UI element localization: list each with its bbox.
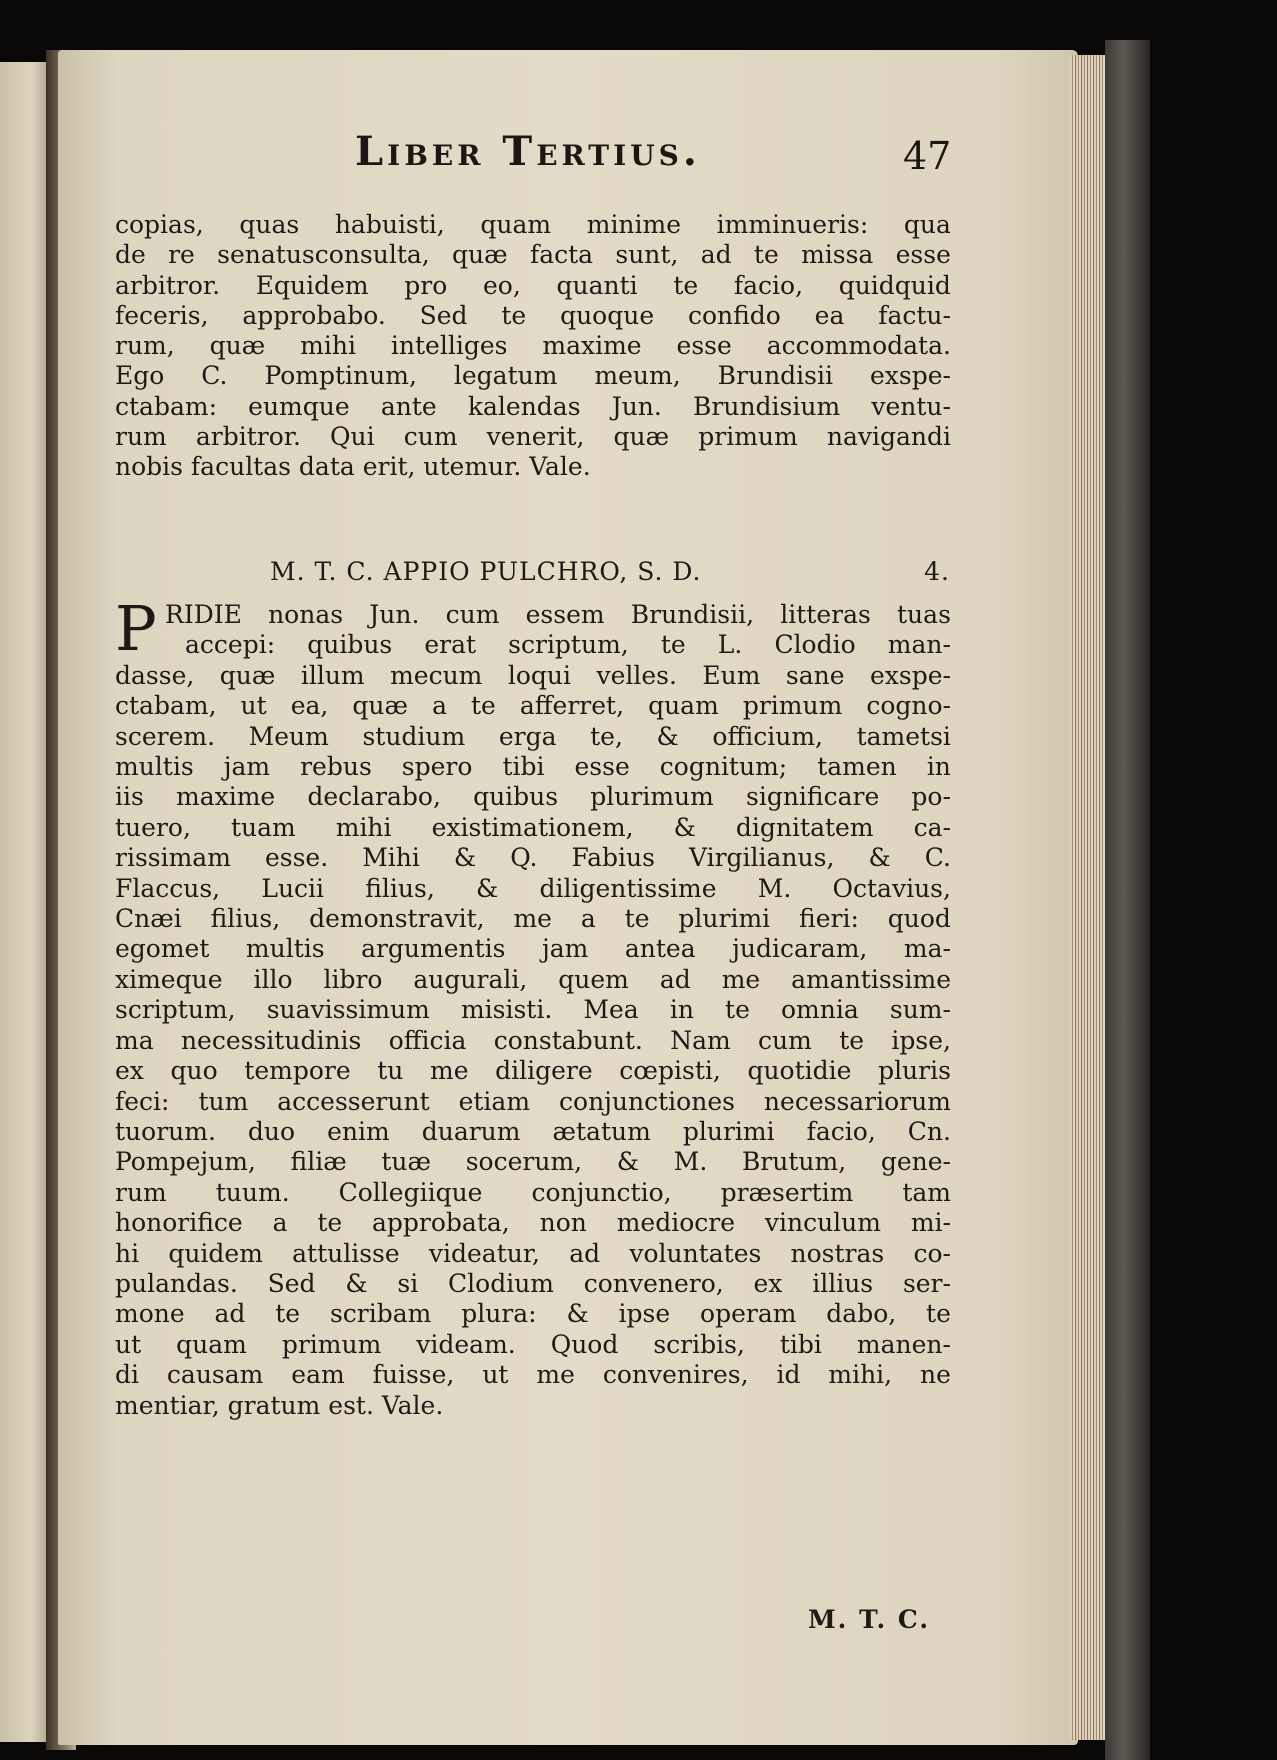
text-line: Pompejum, filiæ tuæ socerum, & M. Brutum, gene- (115, 1147, 951, 1177)
text-line: Flaccus, Lucii filius, & diligentissime M. Octavius, (115, 873, 951, 903)
text-line: accepi: quibus erat scriptum, te L. Clodio man- (185, 630, 951, 660)
letter-number: 4. (924, 557, 950, 586)
drop-cap: P (115, 592, 157, 665)
text-line: rum, quæ mihi intelliges maxime esse accommodata. (115, 331, 951, 361)
text-line: tuero, tuam mihi existimationem, & dignitatem ca- (115, 812, 951, 842)
text-line: ma necessitudinis officia constabunt. Nam cum te ipse, (115, 1025, 951, 1055)
text-line: honorifice a te approbata, non mediocre vinculum mi- (115, 1208, 951, 1238)
text-line: RIDIE nonas Jun. cum essem Brundisii, litteras tuas (165, 600, 951, 629)
letter-address: M. T. C. APPIO PULCHRO, S. D. (270, 557, 702, 586)
text-line: rum arbitror. Qui cum venerit, quæ primum navigandi (115, 422, 951, 452)
text-line: tuorum. duo enim duarum ætatum plurimi facio, Cn. (115, 1116, 951, 1146)
letter-heading (270, 557, 950, 586)
text-line: rum tuum. Collegiique conjunctio, præsertim tam (115, 1177, 951, 1207)
text-line: multis jam rebus spero tibi esse cognitum; tamen in (115, 752, 951, 782)
text-line: de re senatusconsulta, quæ facta sunt, ad te missa esse (115, 240, 951, 270)
text-line: Ego C. Pomptinum, legatum meum, Brundisii exspe- (115, 361, 951, 391)
letter-2-text (115, 592, 951, 1421)
text-line: rissimam esse. Mihi & Q. Fabius Virgilianus, & C. (115, 843, 951, 873)
text-line: mone ad te scribam plura: & ipse operam dabo, te (115, 1299, 951, 1329)
facing-page-edge (0, 62, 52, 1742)
catchword: M. T. C. (808, 1605, 931, 1634)
running-title: Liber Tertius. (355, 128, 701, 175)
text-line: scriptum, suavissimum misisti. Mea in te omnia sum- (115, 995, 951, 1025)
text-line: feceris, approbabo. Sed te quoque confido ea factu- (115, 300, 951, 330)
text-line: ctabam: eumque ante kalendas Jun. Brundisium ventu- (115, 391, 951, 421)
text-line: feci: tum accesserunt etiam conjunctiones necessariorum (115, 1086, 951, 1116)
text-line: scerem. Meum studium erga te, & officium, tametsi (115, 721, 951, 751)
text-line: ctabam, ut ea, quæ a te afferret, quam primum cogno- (115, 691, 951, 721)
text-line: di causam eam fuisse, ut me convenires, id mihi, ne (115, 1360, 951, 1390)
text-line: mentiar, gratum est. Vale. (115, 1390, 444, 1420)
text-line: ex quo tempore tu me diligere cœpisti, quotidie pluris (115, 1056, 951, 1086)
text-line: Cnæi filius, demonstravit, me a te plurimi fieri: quod (115, 904, 951, 934)
page-header (355, 128, 955, 188)
text-line: hi quidem attulisse videatur, ad voluntates nostras co- (115, 1238, 951, 1268)
text-line: nobis facultas data erit, utemur. Vale. (115, 452, 591, 482)
text-line: arbitror. Equidem pro eo, quanti te facio, quidquid (115, 270, 951, 300)
text-line: ximeque illo libro augurali, quem ad me amantissime (115, 964, 951, 994)
text-line: egomet multis argumentis jam antea judicaram, ma- (115, 934, 951, 964)
page-number: 47 (903, 134, 952, 178)
book-cover-edge (1105, 40, 1150, 1760)
text-line: copias, quas habuisti, quam minime imminueris: qua (115, 210, 951, 239)
text-line: dasse, quæ illum mecum loqui velles. Eum sane exspe- (115, 660, 951, 690)
text-line: ut quam primum videam. Quod scribis, tibi manen- (115, 1329, 951, 1359)
text-line: iis maxime declarabo, quibus plurimum significare po- (115, 782, 951, 812)
text-line: pulandas. Sed & si Clodium convenero, ex illius ser- (115, 1268, 951, 1298)
page-block-edge (1070, 55, 1110, 1740)
